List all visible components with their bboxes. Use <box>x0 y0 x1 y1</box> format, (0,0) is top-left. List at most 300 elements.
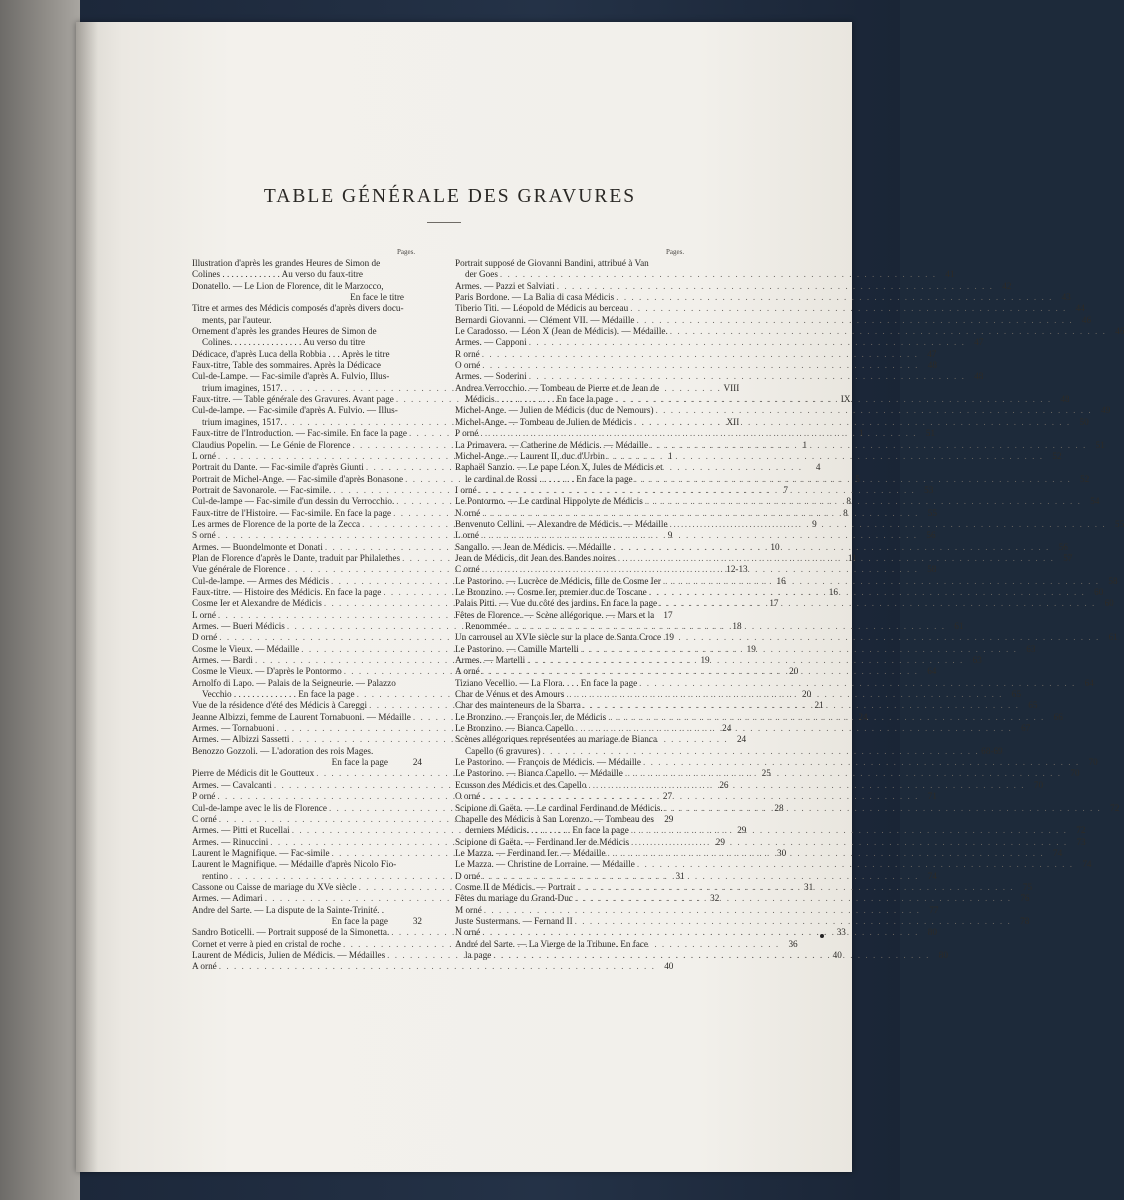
dot-leader <box>493 950 930 961</box>
dot-leader <box>588 780 1025 791</box>
toc-entry-text: Armes. — Capponi <box>455 337 527 348</box>
toc-entry-page: 65 <box>1011 689 1021 700</box>
toc-entry <box>455 904 939 916</box>
toc-entry-page: 55 <box>1115 518 1124 529</box>
toc-entry-page: 46 <box>1081 314 1092 325</box>
toc-entry-text: Vue générale de Florence <box>192 564 286 575</box>
dot-leader <box>481 530 918 541</box>
toc-entry-text: Michel-Ange. — Laurent II, duc d'Urbin <box>455 450 605 461</box>
toc-entry-page: 68-69 <box>981 745 1003 756</box>
toc-entry-text: Ecusson des Médicis et des Capello <box>455 779 587 790</box>
toc-entry-page: 16 <box>776 575 786 586</box>
toc-entry-text: En face la page <box>331 915 388 926</box>
toc-entry-text: Laurent le Magnifique. — Médaille d'après Nicolo Fio- <box>192 859 397 870</box>
toc-entry-page: 46 <box>1115 326 1124 337</box>
toc-entry-text: Portrait du Dante. — Fac-simile d'après Giunti <box>192 462 364 473</box>
toc-entry <box>455 814 685 825</box>
dot-leader <box>608 712 1045 723</box>
toc-entry-text: Cul-de-lampe. — Fac-simile d'après A. Fulvio. — Illus- <box>192 405 398 416</box>
toc-entry-page: 73 <box>1076 836 1086 847</box>
toc-entry-page: 51 <box>925 428 936 439</box>
toc-entry <box>455 496 1100 507</box>
toc-entry-text: Portrait de Michel-Ange. — Fac-simile d'après Bonasone <box>192 473 404 484</box>
toc-entry-text: Vecchio . . . . . . . . . . . . . . En face la page <box>202 689 355 700</box>
dot-leader <box>670 519 1107 530</box>
toc-entry-text: Claudius Popelin. — Le Génie de Florence <box>192 439 351 450</box>
toc-entry-text: D orné <box>192 632 218 643</box>
toc-entry-page: 31 <box>804 881 814 892</box>
dot-leader <box>665 803 1102 814</box>
toc-entry-page: 40 <box>664 961 674 972</box>
toc-entry <box>455 734 685 745</box>
toc-entry-text: Cul-de-lampe avec le lis de Florence <box>192 802 327 813</box>
dot-leader <box>529 371 966 382</box>
toc-entry-text: Cul-de-lampe — Fac-simile d'un dessin du Verrocchio. <box>192 496 395 507</box>
toc-entry <box>455 530 936 541</box>
toc-entry-text: Illustration d'après les grandes Heures de Simon de <box>192 258 381 268</box>
toc-entry-text: Armes. — Cavalcanti <box>192 779 272 790</box>
dot-leader <box>656 405 1093 416</box>
toc-entry-page: 48 <box>1060 394 1070 405</box>
toc-entry <box>455 757 1098 768</box>
toc-entry-text: ments, par l'auteur. <box>202 314 272 325</box>
toc-entry-text: Michel-Ange. — Tombeau de Julien de Médicis <box>455 416 633 427</box>
dot-leader <box>576 723 1013 734</box>
dot-leader <box>482 508 919 519</box>
toc-entry-page: 7 <box>783 484 788 495</box>
toc-entry-page: 70 <box>1033 779 1044 790</box>
toc-entry-page: 76 <box>1020 893 1030 904</box>
toc-entry-text: A orné <box>192 961 217 972</box>
dot-leader <box>615 394 1052 405</box>
toc-entry-text: Char des mainteneurs de la Sbarra <box>455 700 581 711</box>
toc-entry-page: 9 <box>667 530 673 541</box>
toc-entry-page: 80 <box>938 949 948 960</box>
toc-entry-text: C orné <box>455 564 480 575</box>
toc-entry-page: 29 <box>715 836 725 847</box>
toc-entry-text: Andre del Sarte. — La dispute de la Sainte-Trinité. . <box>192 904 385 915</box>
toc-entry-page: 41 <box>945 269 955 280</box>
toc-entry-text: En face la page <box>331 757 388 768</box>
toc-entry <box>455 745 1003 757</box>
toc-entry <box>455 610 685 621</box>
toc-entry-page: 24 <box>858 711 868 722</box>
toc-entry-text: Armes. — Rinuccini <box>192 836 269 847</box>
dot-leader <box>482 666 919 677</box>
toc-entry <box>455 462 685 473</box>
dot-leader <box>482 360 919 371</box>
toc-entry-page: 63 <box>972 655 982 666</box>
dot-leader <box>636 315 1073 326</box>
toc-entry-text: Le Bronzino. — Cosme Ier, premier duc de Toscane <box>455 586 647 597</box>
toc-entry <box>192 360 422 371</box>
dot-leader <box>219 961 656 972</box>
toc-entry <box>455 360 937 371</box>
toc-entry-text: I orné <box>455 484 477 495</box>
toc-entry-text: C orné <box>192 813 217 824</box>
toc-entry-page: 9 <box>812 518 817 529</box>
toc-entry-text: Bernardi Giovanni. — Clément VII. — Médaille <box>455 314 635 325</box>
toc-entry-text: Armes. — Bueri Médicis <box>192 621 285 631</box>
toc-entry-page: 70 <box>1070 768 1080 779</box>
dot-leader <box>618 553 1055 564</box>
dot-leader <box>631 837 1068 848</box>
toc-entry-page: 53 <box>924 484 934 495</box>
toc-entry-page: 1 <box>802 439 808 450</box>
toc-entry-text: Armes. — Albizzi Sassetti <box>192 734 290 745</box>
toc-entry-page: 74 <box>1082 859 1092 870</box>
toc-entry-page: 58 <box>1108 575 1118 586</box>
toc-entry-page: 29 <box>664 813 674 824</box>
toc-entry-page: 60 <box>1104 598 1114 609</box>
dot-leader <box>634 417 1071 428</box>
toc-entry-text: R orné <box>455 348 480 359</box>
toc-entry-text: Tiberio Titi. — Léopold de Médicis au berceau <box>455 303 629 314</box>
toc-entry-page: 32 <box>412 915 422 926</box>
toc-entry-page: 49 <box>1100 405 1111 416</box>
toc-entry-text: Faux-titre. — Table générale des Gravures. Avant page <box>192 394 394 405</box>
toc-entry-page: 12-13 <box>726 564 748 575</box>
dot-leader <box>625 768 1062 779</box>
dot-leader <box>637 859 1074 870</box>
toc-entry-page: 56 <box>926 530 936 541</box>
toc-entry-text: Dédicace, d'après Luca della Robbia . . . Après le titre <box>192 348 390 359</box>
dot-leader <box>509 621 946 632</box>
toc-entry-text: Chapelle des Médicis à San Lorenzo. — Tombeau des <box>455 813 654 824</box>
toc-entry-text: trium imagines, 1517. <box>202 416 283 427</box>
toc-entry-page: 52 <box>1080 473 1090 484</box>
toc-entry-text: Palais Pitti. — Vue du côté des jardins. En face la page <box>455 598 658 609</box>
toc-entry-text: L orné <box>192 609 216 620</box>
toc-entry-text: Jean de Médicis, dit Jean des Bandes noires <box>455 552 616 563</box>
toc-entry-page: 74 <box>927 870 937 881</box>
toc-entry <box>455 450 1062 462</box>
dot-leader <box>616 292 1053 303</box>
toc-entry-page: 71 <box>927 791 937 802</box>
toc-entry <box>455 507 937 519</box>
toc-entry-text: Le Pastorino. — François de Médicis. — Médaille <box>455 757 642 768</box>
toc-entry-page: 66 <box>1053 711 1063 722</box>
dot-leader <box>659 598 1096 609</box>
toc-entry-page: 50 <box>1079 416 1089 427</box>
dot-leader <box>645 496 1082 507</box>
toc-entry-page: 42 <box>1002 280 1012 291</box>
toc-entry <box>455 859 1092 870</box>
toc-entry-text: Armes. — Tornabuoni <box>192 723 275 734</box>
toc-entry-text: Colines . . . . . . . . . . . . . Au verso du faux-titre <box>192 269 363 280</box>
toc-entry <box>455 518 1124 530</box>
toc-entry-page: 8 <box>846 496 851 507</box>
toc-entry-page: 32 <box>710 893 720 904</box>
toc-entry-text: Paris Bordone. — La Balia di casa Médicis <box>455 292 615 303</box>
toc-entry <box>455 371 984 382</box>
toc-entry-text: Laurent de Médicis, Julien de Médicis. — Médailles <box>192 949 386 960</box>
toc-entry <box>192 905 422 916</box>
toc-entry <box>455 303 1085 314</box>
dot-leader <box>608 848 1045 859</box>
toc-entry <box>192 292 422 303</box>
toc-entry-text: Sangallo. — Jean de Médicis. — Médaille <box>455 541 612 552</box>
toc-entry-page: 20 <box>802 689 812 700</box>
toc-entry-text: Scènes allégoriques représentées au mariage de Bianca <box>455 734 658 745</box>
toc-entry-text: O orné <box>455 360 481 371</box>
toc-entry-text: Cornet et verre à pied en cristal de roche <box>192 938 341 949</box>
dot-leader <box>484 905 921 916</box>
toc-entry-text: der Goes <box>465 269 498 280</box>
toc-entry <box>455 439 1105 451</box>
toc-entry-text: N orné <box>455 927 481 938</box>
toc-entry-text: Cul-de-lampe. — Armes des Médicis <box>192 575 330 586</box>
toc-entry-text: Faux-titre. — Histoire des Médicis. En face la page <box>192 586 382 597</box>
toc-entry-page: 65 <box>1028 700 1038 711</box>
toc-entry-page: 54 <box>1090 496 1100 507</box>
dot-leader <box>583 700 1020 711</box>
toc-entry-text: Scipione di Gaëta. — Le cardinal Ferdinand de Médicis. <box>455 802 663 813</box>
toc-entry <box>192 303 422 314</box>
toc-entry-page: 24 <box>736 734 747 745</box>
toc-entry-text: S orné <box>192 530 216 541</box>
toc-entry-page: 25 <box>761 768 771 779</box>
toc-entry-text: L orné <box>455 530 479 541</box>
toc-entry-text: Scipione di Gaëta. — Ferdinand Ier de Médicis <box>455 836 630 847</box>
dot-leader <box>635 474 1072 485</box>
dot-leader <box>543 746 980 757</box>
dot-leader <box>643 757 1080 768</box>
toc-entry <box>192 961 674 972</box>
toc-entry-text: Armes. — Adimari <box>192 893 263 904</box>
toc-entry-page: 48 <box>927 360 937 371</box>
toc-entry-text: Cosme Ier et Alexandre de Médicis <box>192 598 322 609</box>
dot-leader <box>630 303 1067 314</box>
toc-entry-text: Armes. — Buondelmonte et Donati <box>192 541 323 552</box>
toc-entry-text: Faux-titre de l'Histoire. — Fac-simile. En face la page <box>192 507 392 518</box>
toc-entry-text: Armes. — Bardi <box>192 655 253 666</box>
toc-entry-text: Cosme le Vieux. — D'après le Pontormo <box>192 666 342 677</box>
toc-entry-page: 19 <box>664 632 674 643</box>
dot-leader <box>650 440 1087 451</box>
toc-entry-page: 74 <box>1052 847 1063 858</box>
toc-entry <box>455 258 685 269</box>
toc-entry-text: Arnolfo di Lapo. — Palais de la Seigneurie. — Palazzo <box>192 677 396 688</box>
toc-entry-text: Tiziano Vecellio. — La Flora. . . . En face la page <box>455 677 638 688</box>
toc-entry-text: Faux-titre, Table des sommaires. Après la Dédicace <box>192 360 381 371</box>
dot-leader <box>482 871 919 882</box>
toc-entry-text: trium imagines, 1517. <box>202 382 283 393</box>
toc-entry <box>455 484 934 496</box>
toc-entry-page: 52 <box>1052 450 1062 461</box>
toc-entry <box>192 281 422 292</box>
dot-leader <box>482 791 919 802</box>
toc-entry-page: 24 <box>722 723 732 734</box>
left-page-edge <box>0 0 80 1200</box>
toc-entry-text: le cardinal de Rossi . . . . . . . . En face la page <box>465 473 633 484</box>
toc-entry-text: Cosme II de Médicis. — Portrait <box>455 881 576 892</box>
toc-entry-text: Armes. — Pitti et Rucellai <box>192 825 290 836</box>
toc-entry <box>455 632 1118 643</box>
toc-entry-text: Plan de Florence d'après le Dante, traduit par Philalethes <box>192 552 401 563</box>
dot-leader <box>670 326 1107 337</box>
toc-entry-text: Pierre de Médicis dit le Goutteux <box>192 768 315 779</box>
toc-entry-text: Le Caradosso. — Léon X (Jean de Médicis). — Médaille. <box>455 326 668 337</box>
toc-entry-text: Capello (6 gravures) <box>465 745 541 756</box>
page-mark <box>820 934 824 938</box>
toc-entry-text: Un carrousel au XVIe siècle sur la place de Santa Croce <box>455 632 662 643</box>
toc-entry-page: 19 <box>700 655 710 666</box>
toc-entry-page: 55 <box>927 507 937 518</box>
toc-entry-text: Jeanne Albizzi, femme de Laurent Tornabuoni. — Médaille <box>192 711 411 722</box>
toc-entry-page: 80 <box>927 927 937 938</box>
toc-entry-text: Renommée <box>465 621 507 631</box>
toc-entry-text: Armes. — Soderini <box>455 371 527 382</box>
toc-entry <box>455 939 685 950</box>
dot-leader <box>581 644 1018 655</box>
toc-entry-text: Raphaël Sanzio. — Le pape Léon X, Jules de Médicis et <box>455 462 663 473</box>
toc-entry-page: 10 <box>770 541 780 552</box>
toc-entry-text: Vue de la résidence d'été des Médicis à Careggi <box>192 700 368 711</box>
toc-entry-page: 72 <box>1076 825 1086 836</box>
toc-entry <box>192 337 422 348</box>
toc-entry-page: 61 <box>954 621 964 631</box>
dot-leader <box>575 893 1012 904</box>
toc-entry-page: 24 <box>412 757 422 768</box>
toc-entry-text: Le Mazza. — Ferdinand Ier. — Médaille <box>455 847 606 858</box>
toc-entry-text: Char de Vénus et des Amours <box>455 689 565 700</box>
toc-entry-page: 4 <box>815 462 821 473</box>
toc-entry-page: VIII <box>723 382 740 393</box>
toc-entry-text: Laurent le Magnifique. — Fac-simile <box>192 847 330 858</box>
toc-entry <box>455 677 1094 689</box>
toc-entry-page: 33 <box>836 927 846 938</box>
toc-entry <box>455 428 936 439</box>
toc-entry-text: Médicis . . . . . . . . . . . . . En face la page <box>465 394 613 405</box>
toc-entry-page: IX <box>840 394 851 405</box>
toc-entry-text: Sandro Boticelli. — Portrait supposé de la Simonetta. <box>192 927 390 938</box>
dot-leader <box>527 655 964 666</box>
toc-entry-text: P orné <box>192 791 216 802</box>
toc-entry-text: Les armes de Florence de la porte de la Zecca <box>192 518 361 529</box>
toc-entry-text: Cul-de-Lampe. — Fac-simile d'après A. Fulvio, Illus- <box>192 371 390 382</box>
toc-entry-text: Titre et armes des Médicis composés d'après divers docu- <box>192 303 404 314</box>
toc-entry-text: la page <box>465 949 492 960</box>
toc-entry-page: 56 <box>1058 541 1068 552</box>
toc-entry-page: 5 <box>855 473 860 484</box>
toc-entry-text: Michel-Ange. — Julien de Médicis (duc de Nemours) <box>455 405 654 416</box>
toc-entry-text: Colines. . . . . . . . . . . . . . . . Au verso du titre <box>202 337 366 348</box>
dot-leader <box>575 916 1012 927</box>
dot-leader <box>663 576 1100 587</box>
toc-entry <box>455 326 1124 337</box>
toc-entry-text: P orné <box>455 428 479 439</box>
toc-entry-text: Faux-titre de l'Introduction. — Fac-simile. En face la page <box>192 428 407 439</box>
toc-entry <box>192 371 422 382</box>
toc-entry-page: 64 <box>1084 677 1094 688</box>
toc-entry-text: Le Pastorino. — Lucrèce de Médicis, fille de Cosme Ier <box>455 575 661 586</box>
toc-entry-text: Cassone ou Caisse de mariage du XVe siècle <box>192 881 357 892</box>
toc-entry-text: Le Mazza. — Christine de Lorraine. — Médaille <box>455 859 635 870</box>
toc-entry-text: Ornement d'après les grandes Heures de Simon de <box>192 326 377 337</box>
toc-entry-text: Portrait de Savonarole. — Fac-simile. <box>192 484 332 495</box>
toc-entry-text: Juste Sustermans. — Fernand II <box>455 915 573 926</box>
toc-entry-page: 70 <box>1088 757 1098 768</box>
toc-entry <box>455 337 984 348</box>
toc-entry-page: 20 <box>789 666 799 677</box>
toc-entry-page: 77 <box>929 904 939 915</box>
toc-entry-text: A orné <box>455 666 480 677</box>
toc-entry-page: 61 <box>1108 632 1118 643</box>
toc-entry-text: Le Pastorino. — Bianca Capello. — Médaille <box>455 768 623 779</box>
dot-leader <box>480 428 917 439</box>
toc-entry <box>455 870 937 882</box>
dot-leader <box>566 689 1003 700</box>
toc-entry-text: L orné <box>192 450 216 461</box>
toc-entry-page: 30 <box>776 847 787 858</box>
right-pages-header: Pages. <box>666 248 685 256</box>
dot-leader <box>639 678 1076 689</box>
toc-entry-page: 40 <box>832 949 842 960</box>
toc-entry-text: derniers Médicis. . . . . . . . . . En face la page <box>465 825 629 836</box>
toc-entry-page: 60 <box>1094 586 1104 597</box>
toc-entry-page: 17 <box>769 598 779 609</box>
toc-entry-page: 18 <box>732 621 742 631</box>
toc-entry-page: 63 <box>1026 643 1036 654</box>
toc-entry-text: Andrea Verrocchio. — Tombeau de Pierre et de Jean de <box>455 382 660 393</box>
toc-entry-text: Le Pontormo. — Le cardinal Hippolyte de Médicis <box>455 496 643 507</box>
toc-entry-page: 72 <box>1110 802 1120 813</box>
toc-entry <box>455 915 1030 927</box>
toc-entry-text: Cosme le Vieux. — Médaille <box>192 643 300 654</box>
toc-entry-page: 67 <box>1021 723 1031 734</box>
toc-entry-text: André del Sarte. — La Vierge de la Tribune. En face <box>455 938 649 949</box>
toc-entry-text: Armes. — Martelli <box>455 655 526 666</box>
toc-entry-text: Benozzo Gozzoli. — L'adoration des rois Mages. <box>192 745 374 756</box>
toc-entry-text: rentino <box>202 870 229 881</box>
toc-entry-text: En face le titre <box>350 292 404 303</box>
toc-entry <box>192 746 422 757</box>
toc-entry-page: 48 <box>974 371 984 382</box>
toc-entry-page: 64 <box>927 666 937 677</box>
dot-leader <box>482 927 919 938</box>
toc-entry <box>455 314 1092 326</box>
toc-entry-text: Benvenuto Cellini. — Alexandre de Médicis. — Médaille <box>455 518 668 529</box>
toc-entry <box>192 405 422 416</box>
toc-entry <box>192 326 422 337</box>
toc-entry-page: 78 <box>1020 915 1030 926</box>
toc-entry <box>192 315 422 326</box>
page-title: TABLE GÉNÉRALE DES GRAVURES <box>263 186 637 207</box>
toc-entry-page: 8 <box>843 507 848 518</box>
toc-entry-text: Le Bronzino. — Bianca Capello <box>455 723 574 734</box>
toc-entry <box>455 405 1111 416</box>
toc-entry-page: 51 <box>1095 439 1105 450</box>
toc-entry <box>192 678 422 689</box>
toc-entry-page: 58 <box>927 564 937 575</box>
toc-entry-page: 1 <box>858 428 864 439</box>
toc-entry-text: Donatello. — Le Lion de Florence, dit le Marzocco, <box>192 280 384 291</box>
toc-entry-page: 31 <box>675 870 685 881</box>
left-pages-header: Pages. <box>397 248 416 256</box>
toc-entry-text: Le Bronzino. — François Ier, de Médicis <box>455 711 607 722</box>
toc-entry <box>455 348 937 360</box>
toc-entry <box>455 791 937 802</box>
toc-entry-page: 28 <box>774 802 784 813</box>
toc-entry <box>455 383 685 394</box>
toc-entry-page: 47 <box>927 348 937 359</box>
dot-leader <box>482 349 919 360</box>
dot-leader <box>577 882 1014 893</box>
dot-leader <box>529 337 966 348</box>
toc-entry-page: 16 <box>828 586 838 597</box>
toc-entry-text: N orné <box>455 507 481 518</box>
